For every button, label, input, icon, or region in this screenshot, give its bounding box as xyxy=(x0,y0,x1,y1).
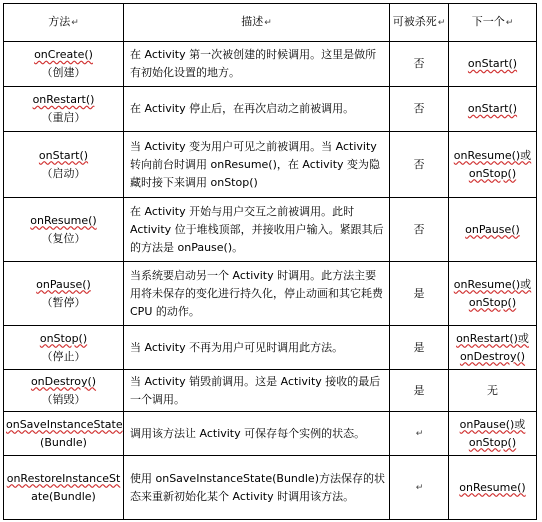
killable-cell: ↵ xyxy=(390,456,449,520)
header-row xyxy=(4,4,537,42)
killable-cell: 否 xyxy=(390,87,449,132)
killable-cell: 是 xyxy=(390,262,449,326)
table-row xyxy=(4,87,537,132)
description-cell: 在 Activity 停止后，在再次启动之前被调用。 xyxy=(124,87,390,132)
next-cell: onStart() xyxy=(449,42,537,87)
next-cell: onResume()或 onStop() xyxy=(449,262,537,326)
next-cell: onPause() xyxy=(449,198,537,262)
header-description: 描述↵ xyxy=(124,4,390,42)
table-row xyxy=(4,132,537,198)
killable-cell: 否 xyxy=(390,132,449,198)
table-row xyxy=(4,262,537,326)
description-cell: 在 Activity 第一次被创建的时候调用。这里是做所有初始化设置的地方。 xyxy=(124,42,390,87)
method-cell: onRestoreInstanceSt ate(Bundle) xyxy=(4,456,124,520)
method-cell: onPause() （暂停） xyxy=(4,262,124,326)
table-row xyxy=(4,456,537,520)
table-row xyxy=(4,412,537,456)
method-cell: onRestart() （重启） xyxy=(4,87,124,132)
next-cell: onPause()或 onStop() xyxy=(449,412,537,456)
method-cell: onDestroy() （销毁） xyxy=(4,370,124,412)
method-cell: onStart() （启动） xyxy=(4,132,124,198)
description-cell: 当 Activity 销毁前调用。这是 Activity 接收的最后一个调用。 xyxy=(124,370,390,412)
method-cell: onStop() （停止） xyxy=(4,326,124,370)
table-row xyxy=(4,42,537,87)
table-row xyxy=(4,370,537,412)
header-next: 下一个↵ xyxy=(449,4,537,42)
killable-cell: 否 xyxy=(390,198,449,262)
killable-cell: ↵ xyxy=(390,412,449,456)
table-row xyxy=(4,326,537,370)
next-cell: onStart() xyxy=(449,87,537,132)
killable-cell: 是 xyxy=(390,370,449,412)
description-cell: 当 Activity 不再为用户可见时调用此方法。 xyxy=(124,326,390,370)
description-cell: 使用 onSaveInstanceState(Bundle)方法保存的状态来重新初始化某个 Activity 时调用该方法。 xyxy=(124,456,390,520)
table-row xyxy=(4,198,537,262)
description-cell: 在 Activity 开始与用户交互之前被调用。此时 Activity 位于堆栈顶部，并接收用户输入。紧跟其后的方法是 onPause()。 xyxy=(124,198,390,262)
description-cell: 调用该方法让 Activity 可保存每个实例的状态。 xyxy=(124,412,390,456)
next-cell: onResume() xyxy=(449,456,537,520)
killable-cell: 否 xyxy=(390,42,449,87)
description-cell: 当 Activity 变为用户可见之前被调用。当 Activity 转向前台时调用 onResume()，在 Activity 变为隐藏时接下来调用 onStop() xyxy=(124,132,390,198)
description-cell: 当系统要启动另一个 Activity 时调用。此方法主要用将未保存的变化进行持久化，停止动画和其它耗费 CPU 的动作。 xyxy=(124,262,390,326)
next-cell: onResume()或 onStop() xyxy=(449,132,537,198)
next-cell: 无 xyxy=(449,370,537,412)
method-cell: onCreate() （创建） xyxy=(4,42,124,87)
next-cell: onRestart()或 onDestroy() xyxy=(449,326,537,370)
method-cell: onSaveInstanceState (Bundle) xyxy=(4,412,124,456)
header-method: 方法↵ xyxy=(4,4,124,42)
method-cell: onResume() （复位） xyxy=(4,198,124,262)
activity-lifecycle-table xyxy=(3,3,537,520)
header-killable: 可被杀死↵ xyxy=(390,4,449,42)
killable-cell: 是 xyxy=(390,326,449,370)
